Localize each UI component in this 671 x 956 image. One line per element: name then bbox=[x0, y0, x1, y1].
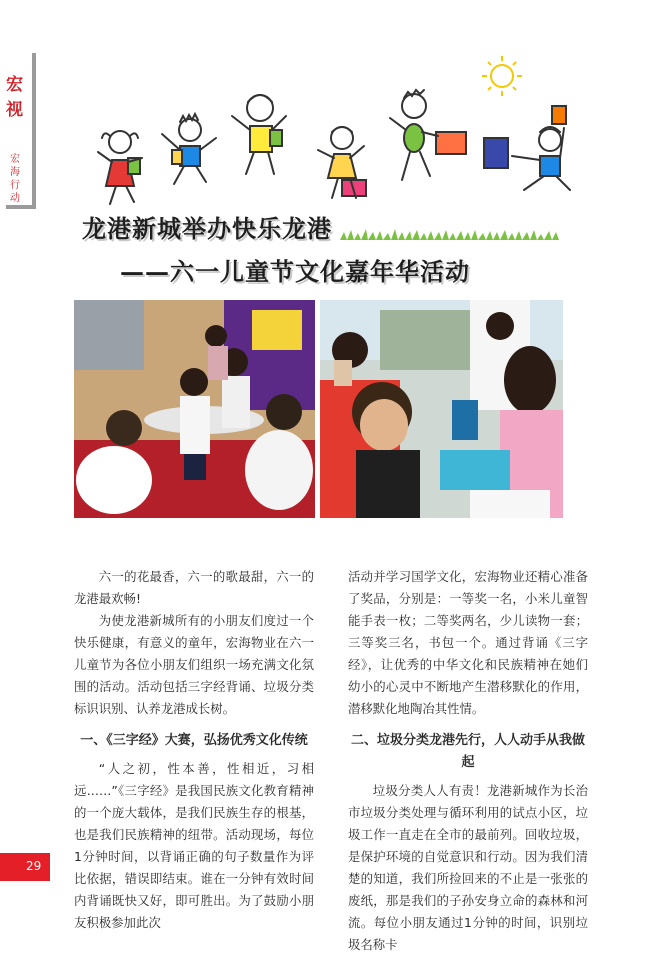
child-figure-3 bbox=[232, 95, 286, 174]
child-figure-1 bbox=[98, 131, 142, 204]
section-title-char-1: 宏 bbox=[6, 75, 23, 95]
section-subtitle-char-4: 动 bbox=[10, 193, 20, 204]
page-number: 29 bbox=[26, 859, 42, 873]
event-photo-right bbox=[320, 300, 563, 518]
continued-paragraph: 活动并学习国学文化，宏海物业还精心准备了奖品，分别是：一等奖一名，小米儿童智能手表一枚；二等奖两名，少儿读物一套；三等奖三名，书包一个。通过背诵《三字经》，让优秀的中华文化和民族精神在她们幼小的心灵中不断地产生潜移默化的作用，潜移默化地陶冶其性情。 bbox=[348, 569, 588, 716]
section-subtitle-char-1: 宏 bbox=[10, 154, 20, 165]
child-figure-4 bbox=[318, 127, 366, 198]
sun-icon bbox=[482, 56, 522, 96]
event-photo-left bbox=[74, 300, 315, 518]
child-figure-5 bbox=[390, 90, 466, 180]
page-number-badge bbox=[0, 853, 50, 881]
section-2-paragraph: 垃圾分类人人有责！龙港新城作为长治市垃圾分类处理与循环利用的试点小区，垃圾工作一直走在全市的最前列。回收垃圾，是保护环境的自觉意识和行动。因为我们清楚的知道，我们所捡回来的不止是一张张的废纸，那是我们的子孙安身立命的森林和河流。每位小朋友通过1分钟的时间，识别垃圾名称卡 bbox=[348, 783, 588, 952]
section-heading-1: 一、《三字经》大赛，弘扬优秀文化传统 bbox=[80, 733, 308, 748]
section-subtitle-char-3: 行 bbox=[10, 180, 20, 191]
intro-paragraph-1: 六一的花最香，六一的歌最甜，六一的龙港最欢畅! bbox=[74, 569, 314, 606]
grass bbox=[340, 229, 559, 240]
article-left-column bbox=[74, 566, 314, 934]
article-title-line-1: 龙港新城举办快乐龙港 bbox=[82, 214, 332, 243]
section-title-char-2: 视 bbox=[6, 100, 23, 120]
section-subtitle-char-2: 海 bbox=[10, 167, 20, 178]
article-title-line-2: ——六一儿童节文化嘉年华活动 bbox=[120, 257, 470, 286]
child-figure-2 bbox=[162, 114, 216, 184]
section-1-paragraph: “人之初，性本善，性相近，习相远……”《三字经》是我国民族文化教育精神的一个庞大载体，是我们民族生存的根基，也是我们民族精神的纽带。活动现场，每位1分钟时间，以背诵正确的句子数量作为评比依据，错误即结束。谁在一分钟有效时间内背诵既快又好，即可胜出。为了鼓励小朋友积极参加此次 bbox=[74, 761, 314, 930]
child-figure-6 bbox=[484, 106, 570, 190]
section-heading-2: 二、垃圾分类龙港先行，人人动手从我做起 bbox=[350, 733, 585, 770]
intro-paragraph-2: 为使龙港新城所有的小朋友们度过一个快乐健康，有意义的童年，宏海物业在六一儿童节为各位小朋友们组织一场充满文化氛围的活动。活动包括三字经背诵、垃圾分类标识识别、认养龙港成长树。 bbox=[74, 613, 314, 716]
article-right-column bbox=[348, 566, 588, 956]
